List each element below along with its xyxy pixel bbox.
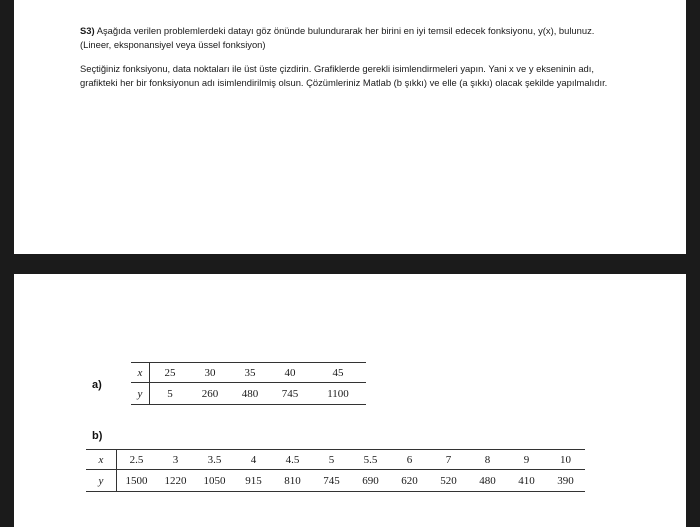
table-b-y-cell: 1500 xyxy=(125,474,148,487)
table-b-y-header: y xyxy=(86,470,117,492)
table-a-x-cell: 30 xyxy=(190,363,230,383)
table-b-x-cell: 3 xyxy=(156,450,195,470)
table-a-y-cell: 1100 xyxy=(327,387,349,400)
table-b-y-cell: 1220 xyxy=(164,474,187,487)
table-a-y-cell: 480 xyxy=(241,387,259,400)
table-b-y-cell: 810 xyxy=(284,474,301,487)
table-a-y-row xyxy=(131,383,366,405)
table-b-y-cell: 745 xyxy=(323,474,340,487)
table-b-y-cell: 410 xyxy=(518,474,535,487)
table-b-y-cell: 690 xyxy=(362,474,379,487)
table-b-x-cell: 4.5 xyxy=(273,450,312,470)
part-b-label: b) xyxy=(92,430,103,442)
table-a-y-cell: 5 xyxy=(167,387,173,400)
table-a-x-cell: 45 xyxy=(310,363,366,383)
table-b-y-cell: 480 xyxy=(479,474,496,487)
table-b-x-cell: 7 xyxy=(429,450,468,470)
table-b-x-cell: 2.5 xyxy=(117,450,157,470)
page-top xyxy=(14,0,686,254)
question-number: S3) xyxy=(80,25,95,36)
table-a-x-cell: 25 xyxy=(150,363,191,383)
table-b-y-cell: 620 xyxy=(401,474,418,487)
data-table-b xyxy=(86,449,585,492)
table-b-y-cell: 390 xyxy=(557,474,574,487)
table-b-x-row xyxy=(86,450,585,470)
question-intro: Aşağıda verilen problemlerdeki datayı göz önünde bulundurarak her birini en iyi temsil edecek fonksiyonu, y(x), bulunuz. (Lineer, eksponansiyel veya üssel fonksiyon) xyxy=(80,25,595,50)
table-b-x-cell: 9 xyxy=(507,450,546,470)
table-b-x-cell: 5 xyxy=(312,450,351,470)
table-a-x-row xyxy=(131,363,366,383)
table-b-x-header: x xyxy=(86,450,117,470)
table-a-y-cell: 260 xyxy=(201,387,219,400)
table-a-x-cell: 40 xyxy=(270,363,310,383)
table-b-x-cell: 3.5 xyxy=(195,450,234,470)
table-b-x-cell: 6 xyxy=(390,450,429,470)
table-b-y-row xyxy=(86,470,585,492)
table-b-y-cell: 1050 xyxy=(203,474,226,487)
question-paragraph-2: Seçtiğiniz fonksiyonu, data noktaları ile üst üste çizdirin. Grafiklerde gerekli isimlendirmeleri yapın. Yani x ve y ekseninin adı, grafikteki her bir fonksiyonun adı isimlendirilmiş olsun. Çözümleriniz Matlab (b şıkkı) ve elle (a şıkkı) olacak şekilde yapılmalıdır. xyxy=(80,63,608,88)
table-a-x-header: x xyxy=(131,363,150,383)
table-b-y-cell: 520 xyxy=(440,474,457,487)
table-a-y-cell: 745 xyxy=(281,387,299,400)
question-text xyxy=(80,24,620,100)
data-table-a xyxy=(131,362,366,405)
table-b-x-cell: 10 xyxy=(546,450,585,470)
table-b-x-cell: 5.5 xyxy=(351,450,390,470)
table-a-x-cell: 35 xyxy=(230,363,270,383)
table-b-y-cell: 915 xyxy=(245,474,262,487)
table-b-x-cell: 8 xyxy=(468,450,507,470)
question-paragraph-1 xyxy=(80,24,620,52)
table-b-x-cell: 4 xyxy=(234,450,273,470)
table-a-y-header: y xyxy=(131,383,150,405)
part-a-label: a) xyxy=(92,379,102,391)
